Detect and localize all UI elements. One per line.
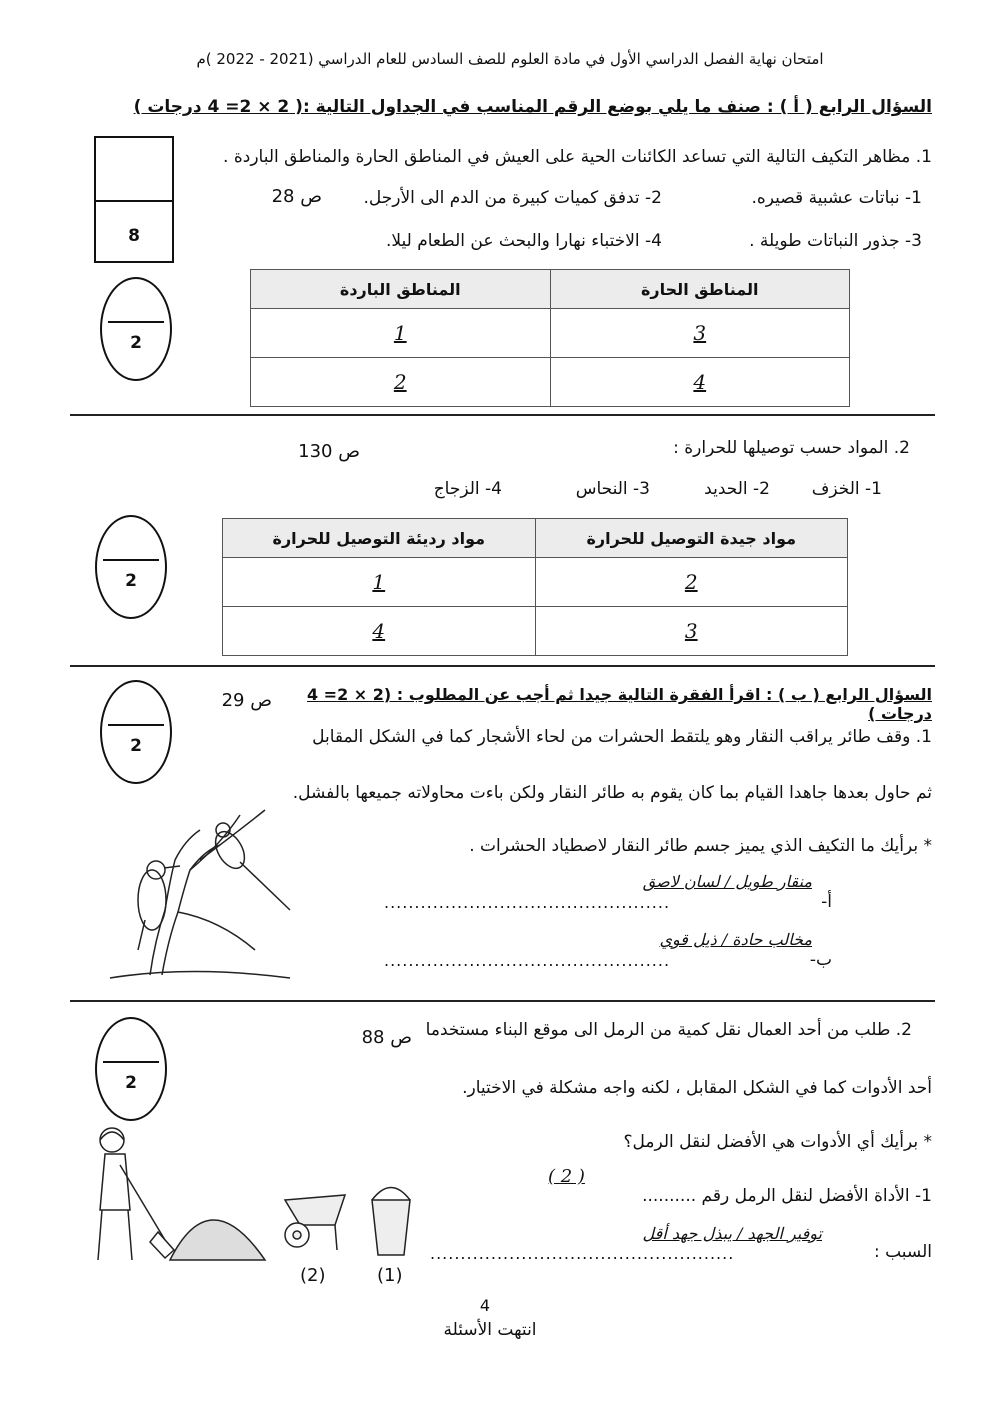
item1-col-hot-header: المناطق الحارة — [550, 270, 850, 309]
q4b-item1-score-oval — [100, 680, 172, 784]
item2-good-answer-2: 3 — [535, 607, 848, 656]
item2-col-poor-header: مواد رديئة التوصيل للحرارة — [223, 519, 536, 558]
exam-header: امتحان نهاية الفصل الدراسي الأول في مادة العلوم للصف السادس للعام الدراسي (2021 - 2022 )م — [196, 50, 824, 68]
item1-stem: 1. مظاهر التكيف التالية التي تساعد الكائنات الحية على العيش في المناطق الحارة والمناطق الباردة . — [223, 147, 932, 167]
item2-page-ref: ص 130 — [298, 441, 360, 462]
item2-score-oval — [95, 515, 167, 619]
item1-table — [250, 269, 850, 407]
item1-score-oval — [100, 277, 172, 381]
q4b-item1-answer-b: مخالب حادة / ذيل قوي — [659, 930, 812, 949]
worker-shovel-illustration — [70, 1120, 270, 1270]
q4b-item1-score-value: 2 — [130, 736, 142, 756]
q4b-item2-reason-label: السبب : — [873, 1242, 932, 1262]
q4b-item1-label-a: أ- — [821, 892, 832, 912]
q4b-item2-line2: أحد الأدوات كما في الشكل المقابل ، لكنه واجه مشكلة في الاختيار. — [462, 1078, 932, 1098]
item1-hot-answer-1: 3 — [550, 309, 850, 358]
item2-score-value: 2 — [125, 571, 137, 591]
bucket-icon — [366, 1180, 416, 1260]
item2-poor-answer-1: 1 — [223, 558, 536, 607]
item1-score-value: 2 — [130, 333, 142, 353]
q4b-item2-reason-answer: توفير الجهد / يبذل جهد أقل — [642, 1224, 822, 1243]
q4b-item1-line2: ثم حاول بعدها جاهدا القيام بما كان يقوم به طائر النقار ولكن باءت محاولاته جميعها بالفشل. — [292, 783, 932, 803]
item1-cold-answer-2: 2 — [251, 358, 551, 407]
q4b-item2-prompt: * برأيك أي الأدوات هي الأفضل لنقل الرمل؟ — [623, 1132, 932, 1152]
question-4a-title: السؤال الرابع ( أ ) : صنف ما يلي بوضع الرقم المناسب في الجداول التالية :( 2 × 2= 4 درجات ) — [133, 97, 932, 117]
q4b-item1-answer-a: منقار طويل / لسان لاصق — [642, 872, 812, 891]
item1-option-2: 2- تدفق كميات كبيرة من الدم الى الأرجل. — [363, 188, 662, 208]
divider — [70, 665, 935, 667]
figure-label-1: (1) — [377, 1265, 403, 1286]
item2-col-good-header: مواد جيدة التوصيل للحرارة — [535, 519, 848, 558]
q4b-item1-dots-b: ............................................... — [384, 951, 671, 970]
item2-stem: 2. المواد حسب توصيلها للحرارة : — [673, 438, 910, 458]
section-score-box — [94, 136, 174, 263]
item1-option-4: 4- الاختباء نهارا والبحث عن الطعام ليلا. — [385, 231, 662, 251]
q4b-item1-line1: 1. وقف طائر يراقب النقار وهو يلتقط الحشرات من لحاء الأشجار كما في الشكل المقابل — [312, 727, 932, 747]
q4b-item1-label-b: ب- — [809, 950, 832, 970]
item1-option-3: 3- جذور النباتات طويلة . — [749, 231, 922, 251]
q4b-item1-dots-a: ............................................... — [384, 893, 671, 912]
item1-page-ref: ص 28 — [271, 186, 322, 207]
item1-col-cold-header: المناطق الباردة — [251, 270, 551, 309]
item2-option-1: 1- الخزف — [811, 479, 882, 499]
q4b-item2-score-oval — [95, 1017, 167, 1121]
question-4b-title: السؤال الرابع ( ب ) : اقرأ الفقرة التالية جيدا ثم أجب عن المطلوب : (2 × 2= 4 درجات ) — [306, 685, 932, 723]
item1-hot-answer-2: 4 — [550, 358, 850, 407]
divider — [70, 1000, 935, 1002]
item1-cold-answer-1: 1 — [251, 309, 551, 358]
woodpecker-illustration — [90, 800, 305, 985]
item2-poor-answer-2: 4 — [223, 607, 536, 656]
section-score-value: 8 — [128, 226, 140, 246]
end-of-questions: انتهت الأسئلة — [443, 1320, 537, 1340]
q4b-item2-answer-number: ( 2 ) — [548, 1166, 585, 1187]
item1-option-1: 1- نباتات عشبية قصيره. — [751, 188, 922, 208]
item2-option-3: 3- النحاس — [575, 479, 650, 499]
wheelbarrow-icon — [275, 1180, 355, 1260]
q4b-item2-score-value: 2 — [125, 1073, 137, 1093]
item2-option-4: 4- الزجاج — [433, 479, 502, 499]
q4b-page-ref: ص 29 — [221, 690, 272, 711]
item2-table — [222, 518, 848, 656]
q4b-item2-page-ref: ص 88 — [361, 1027, 412, 1048]
q4b-item2-line1: 2. طلب من أحد العمال نقل كمية من الرمل الى موقع البناء مستخدما — [425, 1020, 912, 1040]
q4b-item2-reason-dots: .................................................. — [430, 1244, 735, 1263]
item2-option-2: 2- الحديد — [704, 479, 770, 499]
page-number: 4 — [479, 1296, 491, 1315]
figure-label-2: (2) — [300, 1265, 326, 1286]
item2-good-answer-1: 2 — [535, 558, 848, 607]
q4b-item1-prompt: * برأيك ما التكيف الذي يميز جسم طائر النقار لاصطياد الحشرات . — [469, 836, 932, 856]
q4b-item2-question: 1- الأداة الأفضل لنقل الرمل رقم .......... — [642, 1186, 932, 1206]
divider — [70, 414, 935, 416]
